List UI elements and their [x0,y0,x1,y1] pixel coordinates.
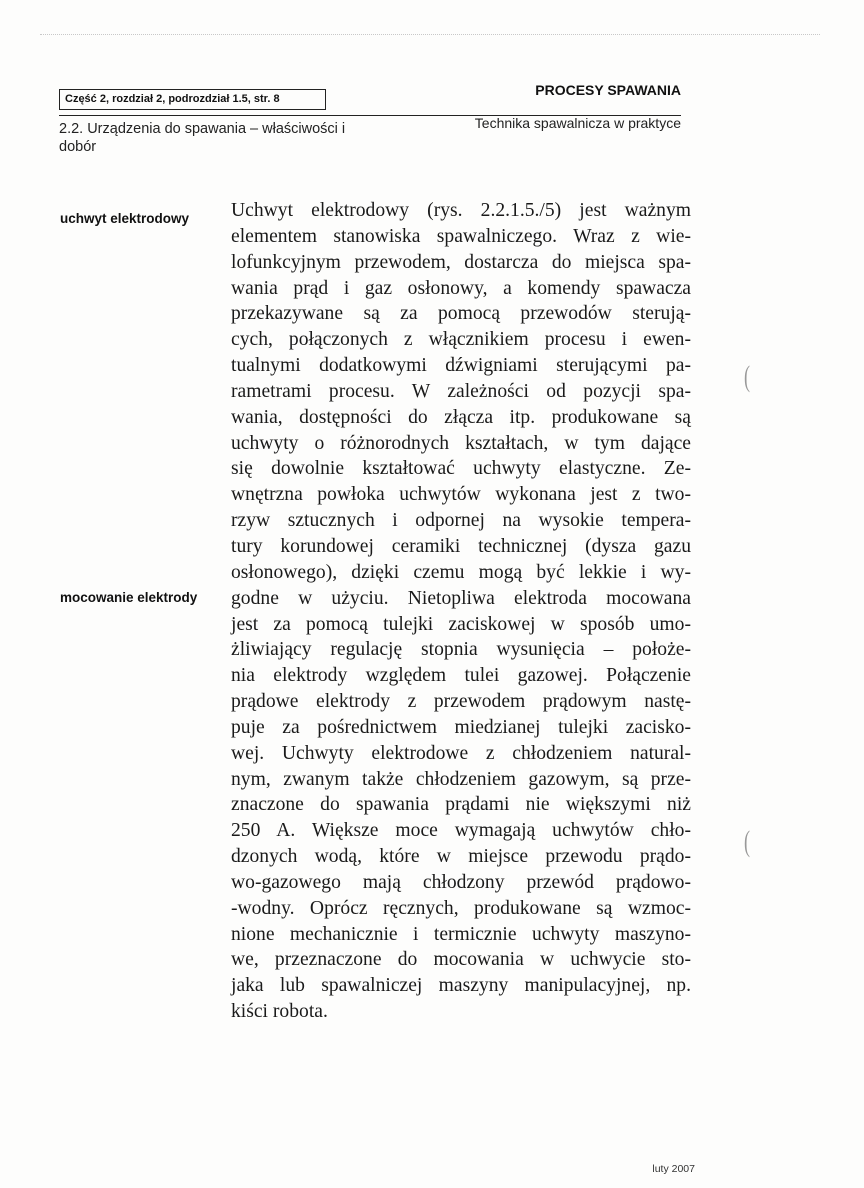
body-line: żliwiający regulację stopnia wysunięcia – położe- [231,639,691,661]
book-title: Technika spawalnicza w praktyce [474,115,681,131]
body-line: znaczone do spawania prądami nie większymi niż [231,794,691,816]
scan-artifact-line [40,34,820,36]
margin-note: mocowanie elektrody [60,590,198,605]
body-line: kiści robota. [231,1001,328,1023]
section-title: 2.2. Urządzenia do spawania – właściwości i dobór [59,121,346,155]
body-line: wo-gazowego mają chłodzony przewód prądowo- [231,871,691,893]
body-line: tury korundowej ceramiki technicznej (dysza gazu [231,535,691,557]
body-line: puje za pośrednictwem miedzianej tulejki zacisko- [231,716,691,738]
body-line: uchwyty o różnorodnych kształtach, w tym dające [231,432,691,454]
body-line: godne w użyciu. Nietopliwa elektroda mocowana [231,587,691,609]
body-line: jaka lub spawalniczej maszyny manipulacyjnej, np. [231,975,691,997]
body-line: we, przeznaczone do mocowania w uchwycie sto- [231,949,691,971]
body-line: tualnymi dodatkowymi dźwigniami sterującymi pa- [231,355,691,377]
body-line: nym, zwanym także chłodzeniem gazowym, są prze- [231,768,691,790]
body-line: rametrami procesu. W zależności od pozycji spa- [231,380,691,402]
body-paragraph [231,198,691,1025]
body-line: lofunkcyjnym przewodem, dostarcza do miejsca spa- [231,251,691,273]
body-line: nione mechanicznie i termicznie uchwyty maszyno- [231,923,691,945]
body-line: -wodny. Oprócz ręcznych, produkowane są wzmoc- [231,897,691,919]
body-line: rzyw sztucznych i odpornej na wysokie tempera- [231,510,691,532]
binder-hole-mark: ( [744,825,750,858]
body-line: jest za pomocą tulejki zaciskowej w sposób umo- [231,613,691,635]
body-line: 250 A. Większe moce wymagają uchwytów chło- [231,820,691,842]
body-line: cych, połączonych z włącznikiem procesu i ewen- [231,329,691,351]
body-line: przekazywane są za pomocą przewodów sterują- [231,303,691,325]
binder-hole-mark: ( [744,360,750,393]
body-line: prądowe elektrody z przewodem prądowym nastę- [231,691,691,713]
body-line: wania prąd i gaz osłonowy, a komendy spawacza [231,277,691,299]
body-line: osłonowego), dzięki czemu mogą być lekkie i wy- [231,561,691,583]
body-line: nia elektrody względem tulei gazowej. Połączenie [231,665,691,687]
body-line: wania, dostępności do złącza itp. produkowane są [231,406,691,428]
margin-note: uchwyt elektrodowy [60,211,190,226]
body-line: Uchwyt elektrodowy (rys. 2.2.1.5./5) jest ważnym [231,200,691,221]
running-header-title: PROCESY SPAWANIA [535,82,681,98]
body-line: wej. Uchwyty elektrodowe z chłodzeniem natural- [231,742,691,764]
chapter-reference: Część 2, rozdział 2, podrozdział 1.5, str. 8 [59,89,326,110]
body-line: dzonych wodą, które w miejsce przewodu prądo- [231,846,691,868]
body-line: się dowolnie kształtować uchwyty elastyczne. Ze- [231,458,691,480]
body-line: wnętrzna powłoka uchwytów wykonana jest z two- [231,484,691,506]
page-footer-date: luty 2007 [652,1163,695,1175]
body-line: elementem stanowiska spawalniczego. Wraz z wie- [231,225,691,247]
